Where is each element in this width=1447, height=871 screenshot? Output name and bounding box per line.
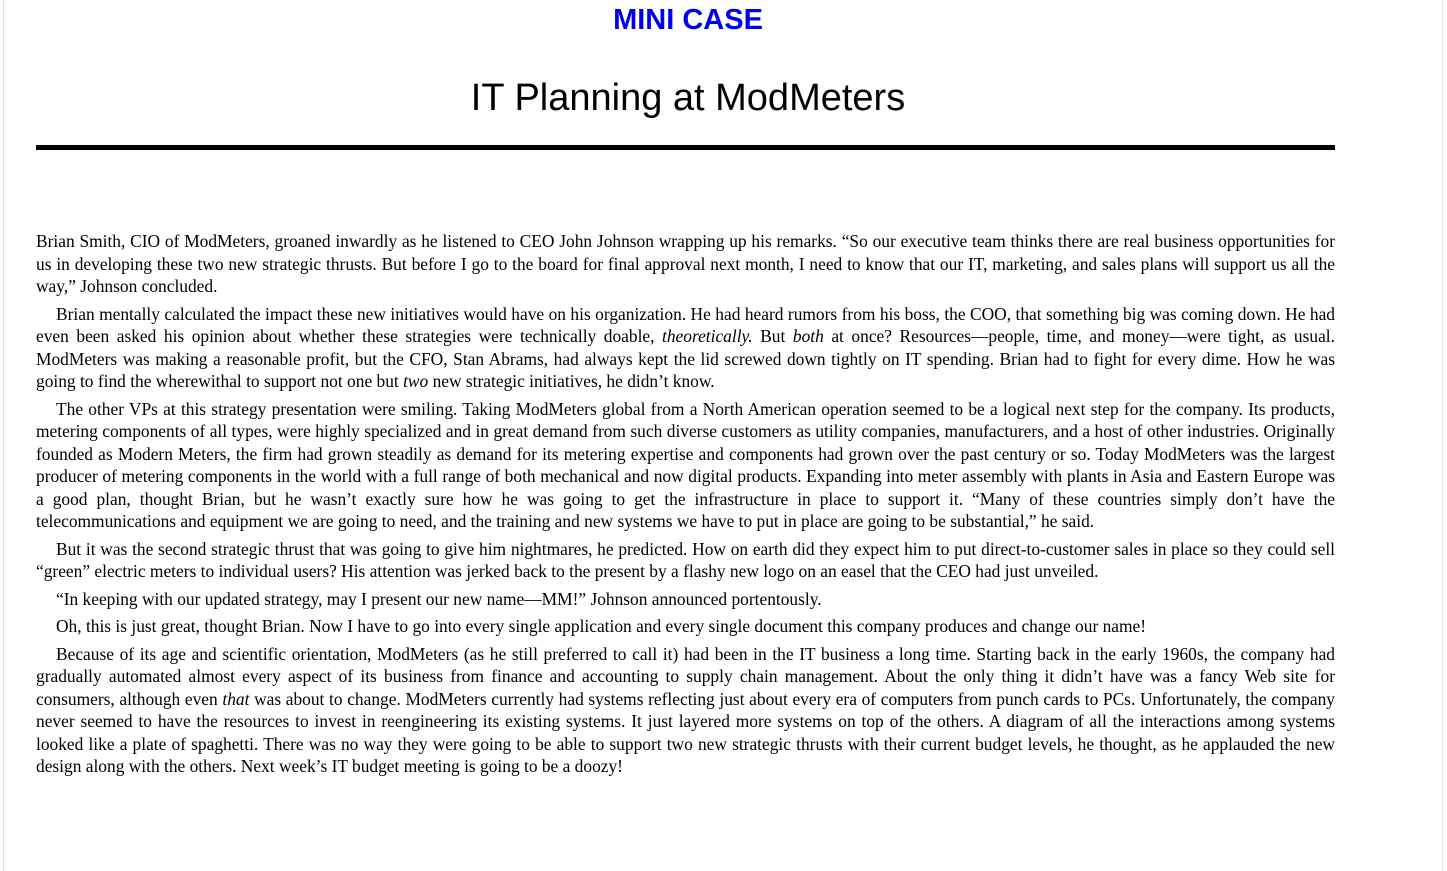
section-label: MINI CASE — [613, 4, 763, 36]
document-page — [3, 0, 1443, 871]
paragraph-2-text-g: new strategic initiatives, he didn’t know. — [428, 371, 715, 391]
paragraph-2-emphasis-two: two — [403, 371, 429, 391]
paragraph-7-emphasis-that: that — [222, 688, 250, 709]
paragraph-2-emphasis-both: both — [792, 326, 824, 346]
paragraph-7-text-a: Because of its age and scientific orientation, ModMeters (as he still preferred to call it) had been in the IT business a long time. Starting back in the early 1960s, the company had gradually automated almost every aspect of its business from finance and accounting to supply chain management. About the only thing it didn’t have was a fancy Web site for consumers, although even — [36, 643, 1335, 709]
paragraph-6: Oh, this is just great, thought Brian. Now I have to go into every single application and every single document this company produces and change our name! — [56, 616, 1147, 636]
paragraph-2-text-e: at once? Resources—people, time, and money—were tight, as usual. ModMeters was making a reasonable profit, but the CFO, Stan Abrams, had always kept the lid screwed down tightly on IT spending. Brian had to fight for every dime. How he was going to find the wherewithal to support not one but — [36, 326, 1335, 391]
paragraph-2-text-c: But — [752, 326, 793, 346]
paragraph-7 — [36, 643, 1335, 778]
paragraph-2-emphasis-theoretically: theoretically. — [662, 326, 753, 346]
paragraph-7-text-c: was about to change. ModMeters currently had systems reflecting just about every era of computers from punch cards to PCs. Unfortunately, the company never seemed to have the resources to invest in reengineering its existing systems. It just layered more systems on top of the others. A diagram of all the interactions among systems looked like a plate of spaghetti. There was no way they were going to be able to support two new strategic thrusts with their current budget levels, he thought, as he applauded the new design along with the others. Next week’s IT budget meeting is going to be a doozy! — [36, 688, 1335, 776]
paragraph-1: Brian Smith, CIO of ModMeters, groaned inwardly as he listened to CEO John Johnson wrapping up his remarks. “So our executive team thinks there are real business opportunities for us in developing these two new strategic thrusts. But before I go to the board for final approval next month, I need to know that our IT, marketing, and sales plans will support us all the way,” Johnson concluded. — [36, 231, 1335, 296]
page-title: IT Planning at ModMeters — [470, 77, 906, 119]
paragraph-4: But it was the second strategic thrust that was going to give him nightmares, he predicted. How on earth did they expect him to put direct-to-customer sales in place so they could sell “green” electric meters to individual users? His attention was jerked back to the present by a flashy new logo on an easel that the CEO had just unveiled. — [36, 538, 1335, 581]
case-body — [36, 230, 1335, 783]
paragraph-5: “In keeping with our updated strategy, may I present our new name—MM!” Johnson announced portentously. — [56, 588, 822, 609]
title-divider — [36, 145, 1335, 150]
paragraph-2-text-a: Brian mentally calculated the impact these new initiatives would have on his organization. He had heard rumors from his boss, the COO, that something big was coming down. He had even been asked his opinion about whether these strategies were technically doable, — [36, 303, 1335, 346]
paragraph-3: The other VPs at this strategy presentation were smiling. Taking ModMeters global from a North American operation seemed to be a logical next step for the company. Its products, metering components of all types, were highly specialized and in great demand from such diverse customers as utility companies, manufacturers, and a host of other industries. Originally founded as Modern Meters, the firm had grown steadily as demand for its metering expertise and components had grown over the past century or so. Today ModMeters was the largest producer of metering components in the world with a full range of both mechanical and now digital products. Expanding into meter assembly with plants in Asia and Eastern Europe was a good plan, thought Brian, but he wasn’t exactly sure how he was going to get the infrastructure in place to support it. “Many of these countries simply don’t have the telecommunications and equipment we are going to need, and the training and new systems we have to put in place are going to be substantial,” he said. — [36, 398, 1335, 531]
paragraph-2 — [36, 303, 1335, 393]
